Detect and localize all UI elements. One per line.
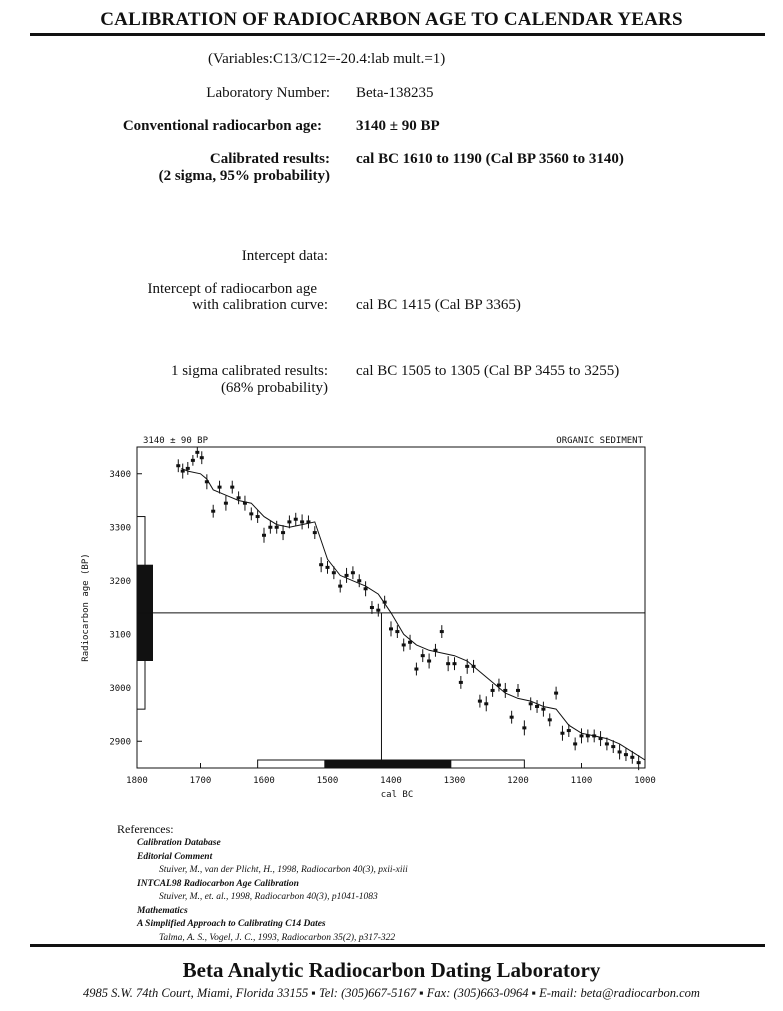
data-point: [465, 665, 469, 668]
calibrated-results-label: Calibrated results:: [209, 151, 330, 167]
data-point: [630, 756, 634, 759]
variables-text: (Variables:C13/C12=-20.4:lab mult.=1): [208, 51, 446, 67]
sigma1-sub: (68% probability): [220, 380, 328, 396]
data-point: [211, 510, 215, 513]
data-point: [395, 630, 399, 633]
data-point: [275, 526, 279, 529]
x-tick-label: 1200: [507, 776, 529, 786]
reference-title: Calibration Database: [137, 838, 221, 848]
y-tick-label: 3300: [109, 523, 131, 534]
data-point: [186, 467, 190, 470]
y-tick-label: 3400: [109, 469, 131, 480]
data-point: [181, 470, 185, 473]
x-tick-label: 1100: [570, 776, 593, 786]
data-point: [433, 649, 437, 652]
data-point: [624, 753, 628, 756]
y-tick-label: 2900: [109, 737, 131, 748]
data-point: [218, 486, 222, 489]
data-point: [408, 641, 412, 644]
data-point: [256, 515, 260, 518]
y-tick-label: 3100: [109, 630, 131, 641]
lab-number-label: Laboratory Number:: [206, 85, 330, 101]
x-tick-label: 1400: [380, 776, 402, 786]
footer-address: 4985 S.W. 74th Court, Miami, Florida 33155 ▪ Tel: (305)667-5167 ▪ Fax: (305)663-0964 ▪ E-mail: beta@radiocarbon.com: [83, 986, 700, 1000]
data-point: [345, 574, 349, 577]
data-point: [294, 518, 298, 521]
calibrated-results-sub: (2 sigma, 95% probability): [158, 168, 330, 184]
x-tick-label: 1800: [126, 776, 148, 786]
sigma1-value: cal BC 1505 to 1305 (Cal BP 3455 to 3255): [356, 363, 620, 379]
document-title: CALIBRATION OF RADIOCARBON AGE TO CALENDAR YEARS: [100, 9, 683, 30]
data-point: [338, 585, 342, 588]
reference-title: Editorial Comment: [137, 851, 213, 862]
data-point: [484, 702, 488, 705]
data-point: [541, 708, 545, 711]
y-tick-label: 3000: [109, 683, 131, 694]
data-point: [567, 729, 571, 732]
top-rule: [30, 33, 765, 36]
data-point: [560, 732, 564, 735]
reference-title: INTCAL98 Radiocarbon Age Calibration: [137, 878, 299, 889]
data-point: [332, 571, 336, 574]
conventional-age-value: 3140 ± 90 BP: [356, 118, 440, 134]
data-point: [421, 654, 425, 657]
chart-root: [81, 436, 656, 800]
data-point: [351, 571, 355, 574]
data-point: [554, 692, 558, 695]
data-point: [237, 496, 241, 499]
data-point: [370, 606, 374, 609]
intercept-label-1: Intercept of radiocarbon age: [147, 281, 317, 297]
calibrated-results-value: cal BC 1610 to 1190 (Cal BP 3560 to 3140): [356, 151, 624, 167]
data-point: [599, 737, 603, 740]
data-point: [319, 563, 323, 566]
data-point: [243, 502, 247, 505]
data-point: [249, 512, 253, 515]
data-point: [510, 716, 514, 719]
reference-citation: Talma, A. S., Vogel, J. C., 1993, Radiocarbon 35(2), p317-322: [159, 932, 396, 943]
data-point: [580, 734, 584, 737]
x-tick-label: 1500: [316, 776, 339, 786]
data-point: [383, 601, 387, 604]
reference-title: Mathematics: [137, 905, 188, 916]
data-point: [529, 702, 533, 705]
conventional-age-label: Conventional radiocarbon age:: [122, 118, 322, 134]
data-point: [326, 566, 330, 569]
reference-citation: Stuiver, M., van der Plicht, H., 1998, Radiocarbon 40(3), pxii-xiii: [159, 865, 408, 875]
data-point: [205, 480, 209, 483]
data-point: [611, 745, 615, 748]
data-point: [491, 689, 495, 692]
data-point: [573, 742, 577, 745]
chart-subtitle: ORGANIC SEDIMENT: [556, 436, 643, 446]
data-point: [478, 700, 482, 703]
data-point: [287, 520, 291, 523]
footer-lab-name: Beta Analytic Radiocarbon Dating Laboratory: [182, 958, 601, 982]
y-axis-label: Radiocarbon age (BP): [81, 553, 91, 662]
data-point: [440, 630, 444, 633]
data-point: [268, 526, 272, 529]
data-point: [313, 531, 317, 534]
sigma1-label: 1 sigma calibrated results:: [170, 363, 328, 379]
data-point: [224, 502, 228, 505]
lab-number-value: Beta-138235: [356, 85, 434, 101]
data-point: [376, 609, 380, 612]
data-point: [586, 734, 590, 737]
data-point: [503, 689, 507, 692]
data-point: [592, 734, 596, 737]
data-point: [637, 761, 641, 764]
range-1sigma-bar: [324, 760, 451, 768]
data-point: [453, 662, 457, 665]
data-point: [195, 451, 199, 454]
data-point: [414, 668, 418, 671]
references-heading: References:: [117, 822, 174, 836]
data-point: [281, 531, 285, 534]
data-point: [497, 684, 501, 687]
reference-title: A Simplified Approach to Calibrating C14 Dates: [137, 919, 326, 929]
data-point: [230, 486, 234, 489]
y-tick-label: 3200: [109, 576, 131, 587]
data-point: [548, 718, 552, 721]
data-point: [364, 587, 368, 590]
data-point: [402, 643, 406, 646]
bottom-rule: [30, 944, 765, 947]
x-tick-label: 1300: [443, 776, 466, 786]
data-point: [191, 459, 195, 462]
data-point: [618, 750, 622, 753]
data-point: [446, 662, 450, 665]
reference-citation: Stuiver, M., et. al., 1998, Radiocarbon 40(3), p1041-1083: [159, 892, 378, 902]
data-point: [357, 579, 361, 582]
x-tick-label: 1000: [634, 776, 656, 786]
data-point: [605, 742, 609, 745]
x-tick-label: 1700: [189, 776, 212, 786]
data-point: [427, 660, 431, 663]
data-point: [306, 520, 310, 523]
data-point: [389, 627, 393, 630]
data-point: [262, 534, 266, 537]
data-point: [459, 681, 463, 684]
data-point: [516, 689, 520, 692]
chart-title: 3140 ± 90 BP: [143, 436, 209, 446]
intercept-heading: Intercept data:: [241, 248, 328, 264]
data-point: [535, 705, 539, 708]
data-point: [300, 520, 304, 523]
calibration-chart: [0, 430, 783, 805]
data-point: [200, 456, 204, 459]
data-point: [176, 464, 180, 467]
plot-frame: [137, 447, 645, 768]
data-point: [472, 665, 476, 668]
intercept-value: cal BC 1415 (Cal BP 3365): [356, 297, 521, 313]
data-point: [522, 726, 526, 729]
intercept-label-2: with calibration curve:: [192, 297, 328, 313]
x-axis-label: cal BC: [380, 790, 414, 800]
x-tick-label: 1600: [253, 776, 275, 786]
